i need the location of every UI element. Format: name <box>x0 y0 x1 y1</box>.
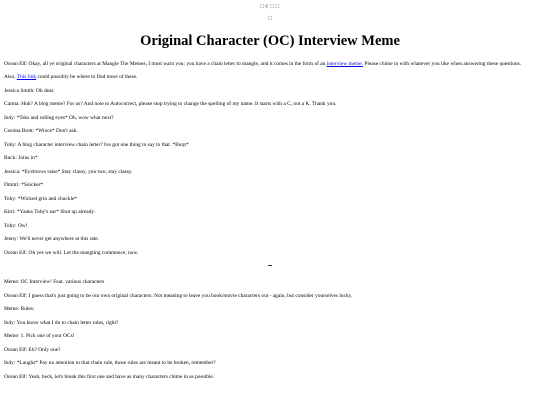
intro-text-after: Please chime in with whatever you like when answering these questions. <box>362 60 522 67</box>
dialogue-line: Meme: OC Interview! Feat. various characters <box>4 279 105 286</box>
dialogue-line: Jessica Smith: Oh dear. <box>4 87 55 94</box>
also-text-after: could possibly be where to find more of these. <box>36 74 138 81</box>
dialogue-line: Jenny: We'll never get anywhere at this rate. <box>4 236 100 243</box>
also-paragraph <box>4 74 536 81</box>
intro-paragraph <box>4 61 536 68</box>
intro-text-before: Ocean Elf: Okay, all ye original characters at Mangle The Memes, I must warn you: you have a chain letter to mangle, and it comes in the form of an <box>4 60 327 67</box>
dialogue-line: Ocean Elf: Eh? Only one? <box>4 346 61 353</box>
page-title: Original Character (OC) Interview Meme <box>140 33 400 49</box>
dialogue-line: Kitri: *Yanks Toby's ear* Shut up already. <box>4 209 96 216</box>
section-divider <box>4 263 536 269</box>
dialogue-line: Meme: Rules: <box>4 306 35 313</box>
dialogue-line: Ocean Elf: Yeah, heck, let's break this first one and have as many characters chime in as possible. <box>4 373 215 380</box>
dialogue-line: Buck: Joins in* <box>4 155 38 162</box>
dialogue-line: Indy: *Tsks and rolling eyes* Oh, wow what next? <box>4 114 114 121</box>
header-small-icon: ☐ <box>267 16 273 22</box>
dialogue-section-1 <box>4 88 536 257</box>
dialogue-line: Cosima Brett: *Wince* Don't ask. <box>4 128 78 135</box>
dialogue-line: Ocean Elf: I guess that's just going to be our own original characters. Not meaning to leave you book/movie characters out - again, but consider yourselves lucky. <box>4 292 353 299</box>
header-icon-row: ☐♀☐☐ <box>259 4 281 10</box>
dialogue-line: Dmitri: *Snicker* <box>4 182 44 189</box>
dialogue-line: Indy: You know what I do to chain letter rules, right? <box>4 319 119 326</box>
dialogue-line: Indy: *Laughs* Pay no attention to that chain rule, those rules are meant to be broken, remember? <box>4 360 216 367</box>
dialogue-line: Toby: Ow! <box>4 222 28 229</box>
dialogue-section-2 <box>4 279 536 381</box>
interview-meme-link[interactable]: interview meme. <box>326 60 363 67</box>
dialogue-line: Carma: Huh? A blog meme? For us? And note to Autocorrect, please stop trying to change the spelling of my name. It starts with a C, not a K. Thank you. <box>4 101 337 108</box>
this-link[interactable]: This link <box>16 74 37 81</box>
dialogue-line: Toby: A blog character interview chain letter? Ive got one thing to say to that. *Burp* <box>4 141 189 148</box>
also-text-before: Also, <box>4 74 17 81</box>
dialogue-line: Ocean Elf: Oh yes we will. Let the mangling commence, now. <box>4 249 139 256</box>
dialogue-line: Meme: 1. Pick one of your OCs! <box>4 333 75 340</box>
dialogue-line: Toby: *Wicked grin and chuckle* <box>4 195 78 202</box>
dialogue-line: Jessica: *Eyebrows raise* Stay classy, you two, stay classy. <box>4 168 133 175</box>
